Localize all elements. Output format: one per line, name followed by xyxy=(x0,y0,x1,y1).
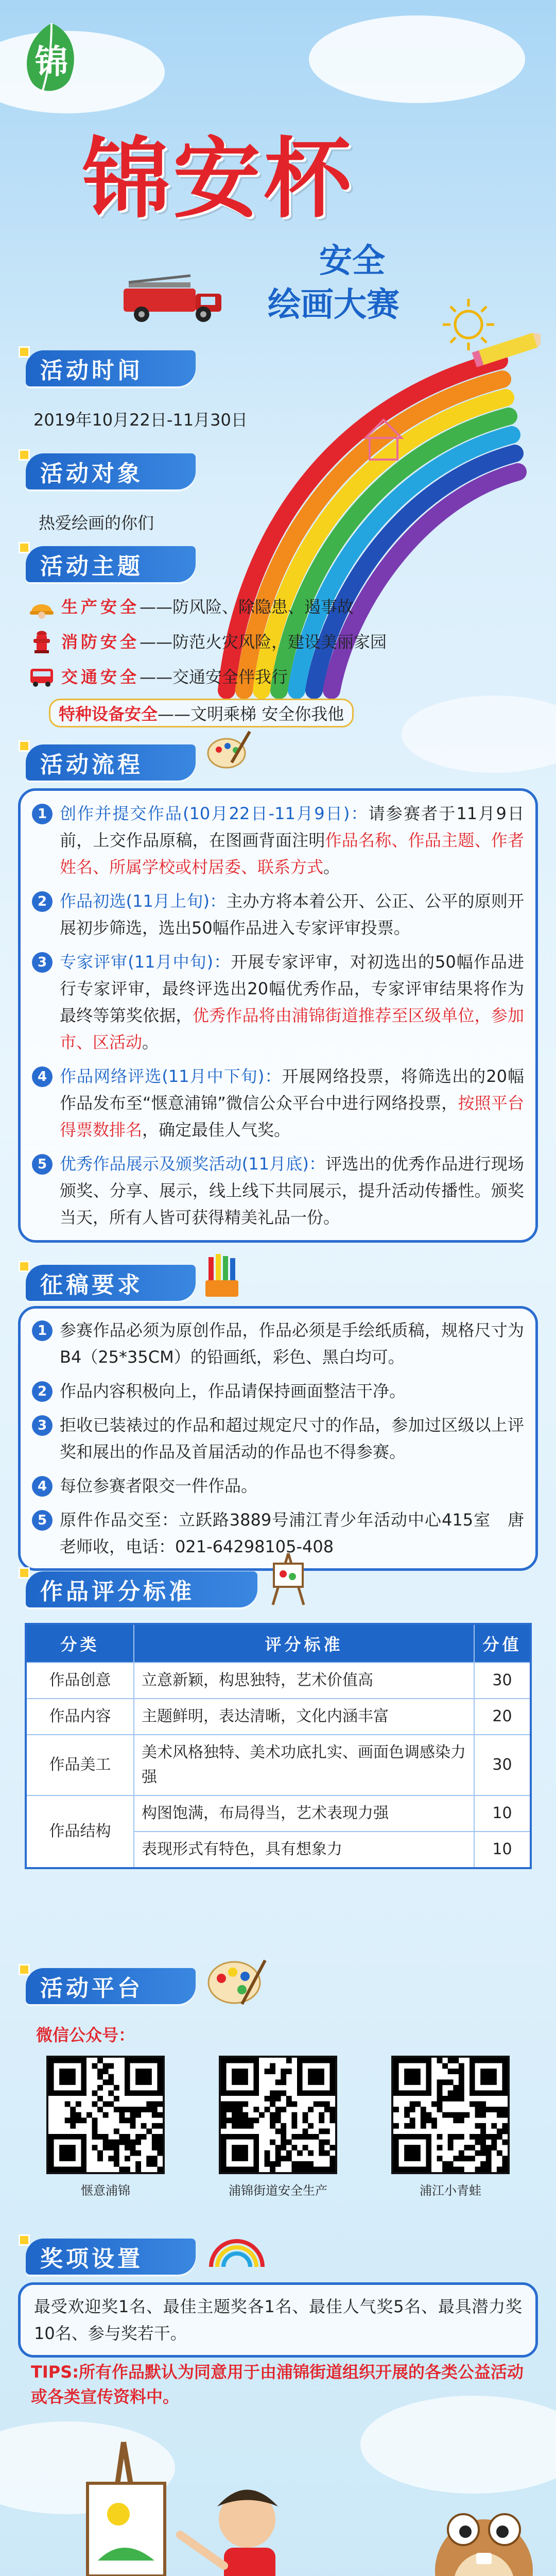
cell-criteria: 构图饱满，布局得当，艺术表现力强 xyxy=(134,1795,474,1832)
cloud-decoration xyxy=(309,15,525,103)
logo-text: 锦 xyxy=(35,43,68,81)
cell-category: 作品美工 xyxy=(26,1735,134,1795)
requirement-item-3: 3 拒收已装裱过的作品和超过规定尺寸的作品，参加过区级以上评奖和展出的作品及首届活动的作品也不得参赛。 xyxy=(30,1412,524,1465)
cell-criteria: 表现形式有特色，具有想象力 xyxy=(134,1832,474,1868)
process-box xyxy=(18,788,538,1243)
cloud-decoration xyxy=(402,696,556,773)
cell-score: 30 xyxy=(474,1735,531,1795)
rainbow-house-icon xyxy=(206,2226,268,2272)
firetruck-icon xyxy=(118,273,227,325)
qrcode-image[interactable] xyxy=(46,2056,165,2174)
process-item-4: 4 作品网络评选(11月中下旬)：开展网络投票，将筛选出的20幅作品发布至“惬意浦锦”微信公众平台中进行网络投票，按照平台得票数排名，确定最佳人气奖。 xyxy=(30,1063,524,1143)
cell-score: 10 xyxy=(474,1795,531,1832)
activity-time-text: 2019年10月22日-11月30日 xyxy=(33,410,248,430)
requirements-box xyxy=(18,1306,538,1571)
theme-row-production: 生产安全 ——防风险、除隐患、遏事故 xyxy=(28,592,354,619)
section-heading-scoring: 作品评分标准 xyxy=(26,1571,257,1607)
table-row xyxy=(26,1735,531,1795)
requirement-item-5: 5 原件作品交至：立跃路3889号浦江青少年活动中心415室 唐老师收，电话：021-64298105-408 xyxy=(30,1506,524,1560)
table-row xyxy=(26,1663,531,1699)
tips-text: TIPS:所有作品默认为同意用于由浦锦街道组织开展的各类公益活动或各类宣传资料中。 xyxy=(31,2362,524,2406)
wechat-label: 微信公众号： xyxy=(36,2025,135,2045)
qrcode-card[interactable] xyxy=(216,2056,340,2198)
palette-icon xyxy=(206,1953,268,2009)
section-heading-audience: 活动对象 xyxy=(26,453,196,489)
pencils-cup-icon xyxy=(203,1252,245,1298)
qrcode-image[interactable] xyxy=(391,2056,510,2174)
easel-icon xyxy=(268,1551,309,1607)
hardhat-icon xyxy=(28,592,55,619)
qrcode-caption: 浦江小青蛙 xyxy=(420,2183,481,2198)
section-heading-time: 活动时间 xyxy=(26,350,196,386)
page-title: 锦安杯 xyxy=(82,127,355,230)
cell-category: 作品结构 xyxy=(26,1795,134,1868)
requirement-item-4: 4 每位参赛者限交一件作品。 xyxy=(30,1472,524,1499)
qrcode-card[interactable] xyxy=(389,2056,512,2198)
table-row xyxy=(26,1699,531,1735)
theme-row-fire: 消防安全 ——防范火灾风险，建设美丽家园 xyxy=(28,628,387,654)
cloud-decoration xyxy=(360,2396,556,2494)
cell-score: 30 xyxy=(474,1663,531,1699)
section-heading-awards: 奖项设置 xyxy=(26,2239,196,2275)
section-heading-theme: 活动主题 xyxy=(26,546,196,582)
activity-audience-text: 热爱绘画的你们 xyxy=(39,513,154,533)
qrcode-image[interactable] xyxy=(219,2056,337,2174)
process-item-5: 5 优秀作品展示及颁奖活动(11月底)：评选出的优秀作品进行现场颁奖、分享、展示，线上线下共同展示，提升活动传播性。颁奖当天，所有人皆可获得精美礼品一份。 xyxy=(30,1150,524,1231)
process-item-2: 2 作品初选(11月上旬)：主办方将本着公开、公正、公平的原则开展初步筛选，选出50幅作品进入专家评审投票。 xyxy=(30,888,524,941)
child-painting-illustration xyxy=(77,2421,335,2576)
qrcode-caption: 浦锦街道安全生产 xyxy=(229,2183,327,2198)
process-item-1: 1 创作并提交作品(10月22日-11月9日)：请参赛者于11月9日前，上交作品原稿，在图画背面注明作品名称、作品主题、作者姓名、所属学校或村居委、联系方式。 xyxy=(30,800,524,880)
column-header-score: 分值 xyxy=(474,1624,531,1663)
cell-criteria: 立意新颖，构思独特，艺术价值高 xyxy=(134,1663,474,1699)
qrcode-caption: 惬意浦锦 xyxy=(81,2183,130,2198)
column-header-criteria: 评分标准 xyxy=(134,1624,474,1663)
requirement-item-2: 2 作品内容积极向上，作品请保持画面整洁干净。 xyxy=(30,1378,524,1404)
scoring-table xyxy=(25,1623,532,1869)
theme-row-special-equipment: 特种设备安全——文明乘梯 安全你我他 xyxy=(49,699,354,727)
frog-mascot-illustration xyxy=(422,2483,546,2576)
palette-brush-icon xyxy=(206,726,252,773)
section-heading-platform: 活动平台 xyxy=(26,1968,196,2004)
cell-score: 20 xyxy=(474,1699,531,1735)
jin-logo xyxy=(21,21,82,98)
table-header-row xyxy=(26,1624,531,1663)
qrcode-card[interactable] xyxy=(44,2056,167,2198)
cell-score: 10 xyxy=(474,1832,531,1868)
section-heading-requirements: 征稿要求 xyxy=(26,1265,196,1301)
section-heading-process: 活动流程 xyxy=(26,744,196,781)
table-row xyxy=(26,1795,531,1832)
column-header-category: 分类 xyxy=(26,1624,134,1663)
cell-criteria: 主题鲜明，表达清晰，文化内涵丰富 xyxy=(134,1699,474,1735)
awards-text: 最受欢迎奖1名、最佳主题奖各1名、最佳人气奖5名、最具潜力奖10名、参与奖若干。 xyxy=(34,2297,522,2343)
awards-box xyxy=(18,2282,538,2358)
process-item-3: 3 专家评审(11月中旬)：开展专家评审，对初选出的50幅作品进行专家评审，最终评选出20幅优秀作品，专家评审结果将作为最终等第奖依据，优秀作品将由浦锦街道推荐至区级单位，参加市、区活动。 xyxy=(30,948,524,1056)
requirement-item-1: 1 参赛作品必须为原创作品，作品必须是手绘纸质稿，规格尺寸为B4（25*35CM）的铅画纸，彩色、黑白均可。 xyxy=(30,1317,524,1370)
bus-icon xyxy=(28,663,55,689)
cell-criteria: 美术风格独特、美术功底扎实、画面色调感染力强 xyxy=(134,1735,474,1795)
cell-category: 作品内容 xyxy=(26,1699,134,1735)
hydrant-icon xyxy=(28,628,55,654)
subtitle-line2: 绘画大赛 xyxy=(268,286,399,324)
subtitle-line1: 安全 xyxy=(319,242,385,280)
cell-category: 作品创意 xyxy=(26,1663,134,1699)
theme-row-traffic: 交通安全 ——交通安全伴我行 xyxy=(28,663,288,689)
